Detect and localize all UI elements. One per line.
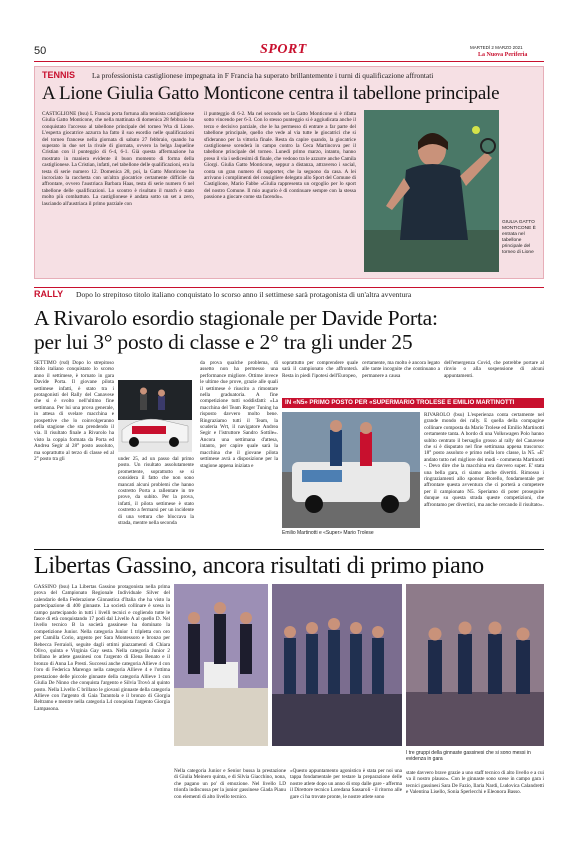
gym-photo-2 xyxy=(272,584,402,746)
tennis-caption xyxy=(502,220,542,256)
header-rule xyxy=(34,61,544,62)
rally-top-rule xyxy=(34,287,544,288)
gym-col-4: state davvero brave grazie a uno staff tecnico di alto livello e a cui va il nostro plauso». Con le ginnaste sono scese in campo gara i tecnici gassinesi Sara De Fazio, Ilaria Nardi, Ludovica Calandretti e Valentina Lisello, Sonia Sperlecchi e Eleonora Basso. xyxy=(406,770,544,796)
rally-box-photo xyxy=(282,412,420,528)
rally-photo xyxy=(118,380,192,452)
header-date: MARTEDÌ 2 MARZO 2021 xyxy=(470,45,523,50)
gymnasts-group-3-illustration xyxy=(406,584,544,746)
gym-photo-3 xyxy=(406,584,544,746)
gymnasts-group-1-illustration xyxy=(174,584,268,746)
page-number: 50 xyxy=(34,45,47,57)
gymnasts-group-2-illustration xyxy=(272,584,402,746)
tennis-player-illustration xyxy=(364,110,499,272)
gym-headline: Libertas Gassino, ancora risultati di primo piano xyxy=(34,553,484,579)
tennis-photo xyxy=(364,110,499,272)
rally-podium-illustration xyxy=(118,380,192,452)
rally-crew-illustration xyxy=(282,412,420,528)
gym-col-1: GASSINO (bsu) La Libertas Gassino protagonista nella prima prova del Campionato Regionale Individuale Silver del calendario della Federazione Ginnastica d'Italia che ha visto la partecipazione di 400 ginnaste. La società collinare è scesa in campo partecipando in tutti i livelli tecnici e cogliendo tutte le fasce di età conquistando 17 podi dal Livello A al quello D. Nel livello tecnico B la società gassinese ha dominato la competizione Junior. Nella categoria Junior 1 tripletta con oro per Camilla Corio, argento per Sara Montessoro e bronzo per Rebecca Ferraioli, seguite dagli ottimi piazzamenti di Chiara Olivo, quinta e Virginia Gay sesta. Nella categoria Junior 2 brillano le atlete gassinesi con l'argento di Elena Benato e il bronzo di Anna Lo Presti. Successi anche categoria Allieve 4 con l'oro di Federica Marengo nella categoria Allieve 4 e l'ottima prestazione delle piccole ginnaste della categoria Allieve 1 con Giulia De Ninno che conquista l'argento e Silvia Trovò al quinto posto. Nella Livello C brillano le giovani ginnaste della categoria Allieve con l'argento di Gaia Tarantola e il bronzo di Giorgia Beltramo e mentre nella categoria L4 conquista l'argento Giorgia Lampasona. xyxy=(34,584,170,712)
rally-headline-2: per lui 3° posto di classe e 2° tra gli under 25 xyxy=(34,330,413,354)
rally-col-4: soprattutto per comprendere quale sarà il campionato che affronterà. Resta in piedi l'ipotesi dell'Europeo, xyxy=(282,360,358,379)
rally-col-2: under 25, ad un passo dal primo posto. Un risultato assolutamente promettente, soprattutto se si considera il fatto che non sono mancati alcuni problemi che hanno costretto Porta a rallentare in tre prove, da subito. Per la prova, infatti, il pilota settimese è stato costretto a fermarsi per un incidente di una vettura che bloccava la strada, mentre nella seconda xyxy=(118,456,194,527)
tennis-col-2: il punteggio di 6-2. Ma nel secondo set la Gatto Monticone si è rifatta sotto vincendo per 6-3. Con lo stesso punteggio si è aggiudicata anche il terzo e decisivo parziale, che le ha permesso di entrare a far parte del tabellone principale, quello che vede al via tutte le giocatrici che si sfideranno per la vittoria finale. Resta da capire quando, la giocatrice castiglionese scenderà in campo contro la Ceca Martincova per il tabellone principale del torneo. Lunedì primo marzo, intanto, hanno preso il via i sedicesimi di finale, che vedono tra le azzurre anche Camila Giorgi. Giulia Gatto Monticone, seppur a distanza, attraverso i social, conta un gran numero di supporter, che la seguono da casa. A lei arrivano i complimenti del consigliere delegato allo Sport del Comune di Castiglione, Mario Fabbe «Giulia rappresenta un orgoglio per lo sport del nostro Comune. Il mio augurio è di continuare sempre con la stessa passione a giocare come sta facendo». xyxy=(204,111,356,201)
tennis-kicker: La professionista castiglionese impegnata in F Francia ha superato brillantemente i turni di qualificazione affrontati xyxy=(92,71,434,80)
rally-col-3: da prova qualche problema, di assetto non ha permesso una performance migliore. Ottime invece le ultime due prove, grazie alle quali il settimese è riuscito a rimontare nella graduatoria. A fine competizione tutti soddisfatti: «La macchina del Team Roger Tuning ha risposto davvero molto bene. Ringraziamo tutti il Team, la scuderia Wrt, il navigatore Andrea Segir e l'istruttore Sandro Sottile». Ancora una settimana d'attesa, intanto, per capire quale sarà la macchina che il giovane pilota settimese avrà a disposizione per la stagione appena iniziata e xyxy=(200,360,278,469)
gym-col-2: Nella categoria Junior e Senior bussa la prestazione di Giulia Meinero quinta, e di Silvia Giacchino, nona, che pagano un po' di emozione. Nel livello LD trionfa indiscussa per la junior gassinese Giada Pianu con elementi di alto livello tecnico. xyxy=(174,768,286,800)
rally-headline-1: A Rivarolo esordio stagionale per Davide Porta: xyxy=(34,306,438,330)
gym-top-rule xyxy=(34,549,544,550)
gym-caption: I tre gruppi della ginnaste gassinesi che si sono messi in evidenza in gara xyxy=(406,750,531,762)
rally-col-6: dell'emergenza Covid, che potrebbe portare al rinvio o alla sospensione di alcuni appuntamenti. xyxy=(444,360,544,379)
rally-box-title: IN «N5» PRIMO POSTO PER «SUPERMARIO TROLESE E EMILIO MARTINOTTI xyxy=(282,398,544,408)
tennis-col-1: CASTIGLIONE (bsu) L Francia porta fortuna alla tennista castiglionese Giulia Gatto Monticone, che nella mattinata di domenica 28 febbraio ha conquistato l'accesso al tabellone principale del torneo Wta di Lione. L'esperta giocatrice azzurra ha fatto il suo esordio nelle qualificazioni del torneo francese nella giornata di sabato 27 febbraio, quando ha superato in due set la rivale di giornata, ovvero la belga Jaqueline Cristian con il punteggio di 6-4, 6-1. Già questa affermazione ha mostrato in maniera evidente il buon momento di forma della castiglionese. La Cristian, infatti, nel tabellone delle qualificazioni, era la testa di serie numero 12. Domenica 28, poi, la Gatto Monticone ha incrociato la racchetta con un'altra giocatrice certamente difficile da affrontare, ovvero l'austriaca Barbara Haas, testa di serie numero 6 nel tabellone delle qualificazioni. Lo scontro è risultato il match è stato molto più combattuto. La castiglionese è andata sotto un set a zero, lasciando all'austriaca il primo parziale con xyxy=(42,111,194,207)
rally-kicker: Dopo lo strepitoso titolo italiano conquistato lo scorso anno il settimese sarà protagonista di un'altra avventura xyxy=(76,290,412,299)
rally-col-5: certamente, ma molto è ancora legato alle tante incognite che continuano a permanere a causa xyxy=(362,360,440,379)
rally-tag: RALLY xyxy=(34,289,64,299)
section-title: SPORT xyxy=(260,42,307,57)
tennis-caption-text: GIULIA GATTO MONTICONE È entrata nel tabellone principale del torneo di Lione xyxy=(502,220,536,255)
gym-col-3: «Questo appuntamento agonistico è stata per noi una tappa fondamentale per testare la preparazione delle nostre atlete dopo un anno di stop dalle gare - afferma il Direttore tecnico Loredana Sassaroli - il ritorno alle gare ci ha trovate pronte, le nostre atlete sono xyxy=(290,768,402,800)
rally-col-1: SETTIMO (rsd) Dopo lo strepitoso titolo italiano conquistato lo scorso anno il settimese, è tornato in gara Davide Porta. Il giovane pilota settimese infatti, è stato tra i protagonisti del Rally del Canavese che si è svolto nell'ultimo fine settimana. Per lui una prova generale, in attesa di svelare macchina e prospettive che lo coinvolgeranno nella stagione che sta prendendo il via. Il risultato finale a Rivarolo ha visto la coppia formata da Porta ed Andrea Segir al 28° posto assoluto, ma soprattutto al terzo di classe ed al 2° posto tra gli xyxy=(34,360,114,463)
tennis-tag: TENNIS xyxy=(42,70,76,80)
header-paper: La Nuova Periferia xyxy=(478,52,528,58)
rally-box-text: RIVAROLO (bsu) L'esperienza conta certamente nel grande mondo dei rally. E quella della compagine collinare composta da Mario Trolese ed Emilio Martinotti certamente tanta. A bordo di una Volkswagen Polo hanno subito centrato il bersaglio grosso al rally del Canavese che si è disputato nel fine settimana appena trascorso: 18° posto assoluto e primo nella loro classe, la N5. «E' andato tutto nel migliore dei modi - commenta Martinotti -. Devo dire che la macchina era davvero super. E' stata una bella gara, ci siamo anche divertiti. Rimosso i ringraziamenti allo sponsor Borello, fondamentale per affrontare questa avventura che ci porterà a competere per il campionato N5. Speriamo di poter proseguire dunque su questa strada queste competizioni, che affrontamo per divertirci, ma anche cercando il risultato». xyxy=(424,412,544,508)
gym-photo-1 xyxy=(174,584,268,746)
rally-box-caption: Emilio Martinotti e «Super» Mario Trolese xyxy=(282,530,374,536)
tennis-headline: A Lione Giulia Gatto Monticone centra il tabellone principale xyxy=(42,83,500,104)
